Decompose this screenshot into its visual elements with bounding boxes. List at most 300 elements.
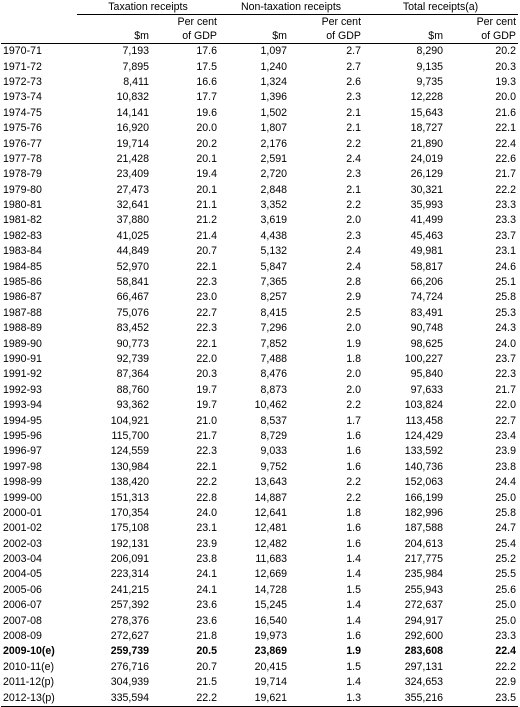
tax-dollars-cell: 192,131 <box>110 537 149 550</box>
nontax-gdp-cell: 1.4 <box>346 614 362 627</box>
tax-gdp-cell: 23.9 <box>196 537 217 550</box>
year-cell: 1981-82 <box>3 214 42 227</box>
tax-gdp-cell: 17.7 <box>196 91 217 104</box>
total-gdp-cell: 25.5 <box>495 568 517 581</box>
tax-gdp-cell: 20.5 <box>196 645 217 658</box>
total-gdp-cell: 23.3 <box>495 199 517 212</box>
total-dollars-cell: 140,736 <box>404 460 444 473</box>
tax-gdp-cell: 20.1 <box>196 183 217 196</box>
year-cell: 2007-08 <box>3 614 42 627</box>
nontax-gdp-cell: 1.7 <box>346 414 362 427</box>
nontax-dollars-cell: 9,752 <box>260 460 287 473</box>
total-dollars-cell: 324,653 <box>404 676 444 689</box>
nontax-per-cent-header: Per cent <box>321 16 362 28</box>
year-cell: 1991-92 <box>3 368 42 381</box>
nontax-gdp-cell: 2.8 <box>346 276 362 289</box>
table-row <box>1 44 518 60</box>
table-row <box>1 429 518 444</box>
nontax-gdp-cell: 2.1 <box>346 106 362 119</box>
tax-dollars-cell: 83,452 <box>116 322 149 335</box>
total-gdp-cell: 23.7 <box>495 229 517 242</box>
nontax-gdp-cell: 1.6 <box>346 429 362 442</box>
total-dollars-cell: 103,824 <box>404 399 444 412</box>
tax-gdp-cell: 22.1 <box>196 337 217 350</box>
tax-gdp-cell: 24.1 <box>196 583 217 596</box>
header-units-row <box>1 29 518 44</box>
year-cell: 1970-71 <box>3 45 42 58</box>
total-gdp-cell: 24.3 <box>495 322 517 335</box>
tax-dollars-cell: 75,076 <box>116 306 149 319</box>
tax-gdp-cell: 21.2 <box>196 214 217 227</box>
nontax-dollars-cell: 15,245 <box>254 599 287 612</box>
tax-gdp-cell: 21.4 <box>196 229 217 242</box>
table-row <box>1 629 518 644</box>
total-gdp-cell: 25.1 <box>495 276 517 289</box>
total-dollars-cell: 12,228 <box>410 91 444 104</box>
total-dollars-cell: 30,321 <box>410 183 444 196</box>
nontax-dollars-cell: 1,324 <box>260 75 287 88</box>
nontax-gdp-cell: 1.4 <box>346 553 362 566</box>
total-gdp-cell: 22.0 <box>495 399 517 412</box>
year-cell: 1975-76 <box>3 122 42 135</box>
total-gdp-cell: 25.0 <box>495 614 517 627</box>
total-dollars-cell: 9,135 <box>416 60 444 73</box>
total-dollars-cell: 9,735 <box>416 75 444 88</box>
tax-gdp-cell: 20.2 <box>196 137 217 150</box>
total-dollars-cell: 24,019 <box>410 152 444 165</box>
tax-dollars-cell: 170,354 <box>110 506 149 519</box>
nontax-gdp-cell: 2.1 <box>346 183 362 196</box>
total-gdp-cell: 22.1 <box>495 122 517 135</box>
nontax-dollars-cell: 14,887 <box>254 491 287 504</box>
year-cell: 1985-86 <box>3 276 42 289</box>
tax-dollars-cell: 130,984 <box>110 460 149 473</box>
tax-dollars-cell: 21,428 <box>116 152 149 165</box>
tax-gdp-cell: 22.1 <box>196 460 217 473</box>
year-cell: 1990-91 <box>3 353 42 365</box>
tax-gdp-cell: 23.8 <box>196 553 217 566</box>
year-cell: 1986-87 <box>3 291 42 304</box>
nontax-dollars-cell: 1,097 <box>260 45 287 58</box>
total-receipts-header: Total receipts(a) <box>363 0 518 15</box>
nontax-dollars-cell: 2,848 <box>260 183 287 196</box>
nontax-gdp-cell: 1.6 <box>346 445 362 458</box>
table-row <box>1 106 518 121</box>
total-dollars-cell: 124,429 <box>404 429 444 442</box>
nontax-dollars-cell: 11,683 <box>255 553 287 566</box>
year-cell: 2008-09 <box>3 630 42 643</box>
table-row <box>1 383 518 398</box>
year-cell: 1996-97 <box>3 445 42 458</box>
nontax-gdp-cell: 1.6 <box>346 630 362 643</box>
tax-gdp-cell: 23.6 <box>196 614 217 627</box>
total-dollars-cell: 355,216 <box>363 690 445 706</box>
tax-gdp-cell: 22.3 <box>196 276 217 289</box>
tax-dollars-cell: 23,409 <box>116 168 149 181</box>
nontax-dollars-cell: 16,540 <box>254 614 287 627</box>
year-cell: 1984-85 <box>3 260 42 273</box>
tax-gdp-cell: 22.2 <box>196 476 217 489</box>
year-cell: 1977-78 <box>3 152 42 165</box>
nontax-dollars-cell: 8,415 <box>260 306 287 319</box>
year-cell: 1979-80 <box>3 183 42 196</box>
total-gdp-cell: 21.6 <box>495 106 517 119</box>
table-row <box>1 490 518 505</box>
tax-dollars-cell: 92,739 <box>116 353 149 365</box>
table-row <box>1 552 518 567</box>
nontax-gdp-cell: 1.6 <box>346 537 362 550</box>
nontax-gdp-cell: 2.2 <box>346 199 362 212</box>
table-row <box>1 521 518 536</box>
total-dollars-cell: 74,724 <box>410 291 444 304</box>
table-row <box>1 59 518 74</box>
year-cell: 1978-79 <box>3 168 42 181</box>
tax-dollars-cell: 19,714 <box>116 137 149 150</box>
nontax-dollars-cell: 1,240 <box>260 60 287 73</box>
nontax-gdp-cell: 2.0 <box>346 322 362 335</box>
nontax-dollars-cell: 1,807 <box>260 122 287 135</box>
nontax-gdp-cell: 2.3 <box>346 229 362 242</box>
tax-dollars-cell: 41,025 <box>116 229 149 242</box>
nontax-dollars-cell: 8,873 <box>260 383 287 396</box>
total-dollars-cell: 18,727 <box>410 122 444 135</box>
taxation-receipts-header: Taxation receipts <box>77 0 219 15</box>
total-dollars-cell: 49,981 <box>410 245 444 258</box>
year-cell: 1994-95 <box>3 414 42 427</box>
nontax-dollars-cell: 7,296 <box>260 322 287 335</box>
tax-dollars-cell: 93,362 <box>116 399 149 412</box>
total-of-gdp-header: of GDP <box>445 29 518 44</box>
total-gdp-cell: 25.8 <box>495 291 517 304</box>
year-cell: 2012-13(p) <box>1 690 77 706</box>
total-dollars-cell: 58,817 <box>410 260 444 273</box>
total-gdp-cell: 22.6 <box>495 152 517 165</box>
nontax-dollars-cell: 12,481 <box>254 522 287 535</box>
tax-dollars-cell: 175,108 <box>110 522 149 535</box>
table-row <box>1 259 518 274</box>
nontax-gdp-cell: 2.4 <box>346 152 362 165</box>
tax-gdp-cell: 19.6 <box>196 106 217 119</box>
total-dollars-cell: 15,643 <box>410 106 444 119</box>
header-group-row <box>1 0 518 15</box>
tax-dollars-cell: 10,832 <box>116 91 149 104</box>
table-row <box>1 367 518 382</box>
tax-gdp-cell: 16.6 <box>196 75 217 88</box>
total-gdp-cell: 20.3 <box>495 60 517 73</box>
nontax-dollars-cell: 19,973 <box>254 630 287 643</box>
nontax-gdp-cell: 2.6 <box>346 75 362 88</box>
tax-gdp-cell: 21.7 <box>196 429 217 442</box>
table-row <box>1 75 518 90</box>
year-cell: 2000-01 <box>3 506 42 519</box>
nontax-dollars-cell: 12,641 <box>254 506 287 519</box>
tax-gdp-cell: 23.1 <box>196 522 217 535</box>
year-cell: 2004-05 <box>3 568 42 581</box>
nontax-gdp-cell: 2.1 <box>346 122 362 135</box>
total-dollars-cell: 66,206 <box>410 276 444 289</box>
tax-dollars-cell: 88,760 <box>116 383 149 396</box>
year-cell: 1992-93 <box>3 383 42 396</box>
total-dollars-cell: 45,463 <box>410 229 444 242</box>
nontax-gdp-cell: 2.0 <box>346 368 362 381</box>
nontax-dollars-cell: 5,132 <box>260 245 287 258</box>
tax-gdp-cell: 22.0 <box>196 353 217 365</box>
year-cell: 1972-73 <box>3 75 42 88</box>
total-gdp-cell: 22.2 <box>495 660 517 673</box>
total-gdp-cell: 24.4 <box>495 476 517 489</box>
total-dollars-cell: 21,890 <box>410 137 444 150</box>
total-gdp-cell: 20.0 <box>495 91 517 104</box>
total-dollars-cell: 283,608 <box>404 645 444 658</box>
tax-gdp-cell: 23.6 <box>196 599 217 612</box>
nontax-dollars-cell: 7,852 <box>260 337 287 350</box>
year-cell: 1989-90 <box>3 337 42 350</box>
year-cell: 1974-75 <box>3 106 42 119</box>
nontax-gdp-cell: 2.2 <box>346 137 362 150</box>
total-dollars-cell: 98,625 <box>410 337 444 350</box>
year-cell: 2003-04 <box>3 553 42 566</box>
nontax-dollars-cell: 7,488 <box>260 353 287 365</box>
year-cell: 2005-06 <box>3 583 42 596</box>
year-cell: 1982-83 <box>3 229 42 242</box>
total-gdp-cell: 23.9 <box>495 445 517 458</box>
table-row <box>1 475 518 490</box>
year-cell: 2006-07 <box>3 599 42 612</box>
tax-dollars-cell: 87,364 <box>116 368 149 381</box>
table-row <box>1 598 518 613</box>
total-gdp-cell: 23.3 <box>495 214 517 227</box>
year-cell: 1983-84 <box>3 245 42 258</box>
tax-dollars-cell: 90,773 <box>116 337 149 350</box>
tax-dollars-cell: 66,467 <box>116 291 149 304</box>
nontax-gdp-cell: 1.5 <box>346 583 362 596</box>
year-cell: 1980-81 <box>3 199 42 212</box>
tax-dollars-cell: 115,700 <box>111 429 149 442</box>
nontax-dollars-cell: 4,438 <box>260 229 287 242</box>
year-cell: 2009-10(e) <box>3 645 55 658</box>
table-row <box>1 136 518 151</box>
total-dollars-cell: 292,600 <box>404 630 444 643</box>
table-row <box>1 644 518 659</box>
tax-dollars-cell: 32,641 <box>116 199 149 212</box>
nontax-gdp-cell: 1.6 <box>346 522 362 535</box>
total-dollars-cell: 8,290 <box>416 45 444 58</box>
total-dollars-cell: 83,491 <box>410 306 444 319</box>
tax-dollars-cell: 151,313 <box>110 491 149 504</box>
total-gdp-cell: 22.3 <box>495 368 517 381</box>
nontax-dollars-cell: 12,669 <box>254 568 287 581</box>
total-dollars-cell: 152,063 <box>404 476 444 489</box>
tax-dollars-cell: 16,920 <box>116 122 149 135</box>
tax-dollars-cell: 8,411 <box>123 75 149 88</box>
tax-gdp-cell: 20.0 <box>196 122 217 135</box>
table-row <box>1 398 518 413</box>
total-dollars-cell: 90,748 <box>410 322 444 335</box>
total-gdp-cell: 22.9 <box>495 676 517 689</box>
table-row <box>1 613 518 628</box>
total-gdp-cell: 21.7 <box>495 168 517 181</box>
total-dollars-cell: 187,588 <box>404 522 444 535</box>
total-gdp-cell: 22.4 <box>495 137 517 150</box>
year-cell: 1998-99 <box>3 476 42 489</box>
table-row <box>1 167 518 182</box>
tax-dollars-cell: 304,939 <box>110 676 149 689</box>
nontax-gdp-cell: 2.5 <box>346 306 362 319</box>
tax-gdp-cell: 22.3 <box>196 322 217 335</box>
nontax-dollars-cell: 8,476 <box>260 368 287 381</box>
nontax-dollars-cell: 19,621 <box>219 690 289 706</box>
tax-gdp-cell: 22.8 <box>196 491 217 504</box>
year-cell: 1995-96 <box>3 429 42 442</box>
year-cell: 1999-00 <box>3 491 42 504</box>
table-row <box>1 352 518 367</box>
nontax-of-gdp-header: of GDP <box>289 29 363 44</box>
table-row <box>1 306 518 321</box>
tax-gdp-cell: 23.0 <box>196 291 217 304</box>
total-dollars-cell: 217,775 <box>404 553 444 566</box>
nontax-dollars-cell: 3,352 <box>260 199 287 212</box>
nontax-dollars-cell: 13,643 <box>254 476 287 489</box>
table-row <box>1 213 518 228</box>
total-gdp-cell: 22.2 <box>495 183 517 196</box>
table-row <box>1 444 518 459</box>
total-dollars-cell: 255,943 <box>404 583 444 596</box>
tax-gdp-cell: 19.4 <box>196 168 217 181</box>
table-row <box>1 198 518 213</box>
total-dollars-cell: 100,227 <box>404 353 444 365</box>
nontax-dollars-cell: 1,502 <box>260 106 287 119</box>
nontax-gdp-cell: 2.2 <box>346 491 362 504</box>
nontax-gdp-cell: 1.8 <box>346 506 362 519</box>
total-gdp-cell: 23.3 <box>495 630 517 643</box>
tax-gdp-cell: 17.5 <box>196 60 217 73</box>
nontax-dollars-cell: 7,365 <box>260 276 287 289</box>
total-dollars-cell: 133,592 <box>404 445 444 458</box>
nontax-gdp-cell: 1.3 <box>289 690 363 706</box>
total-dollars-header: $m <box>363 29 445 44</box>
total-dollars-cell: 297,131 <box>404 660 444 673</box>
nontax-gdp-cell: 2.2 <box>346 399 362 412</box>
total-dollars-cell: 166,199 <box>404 491 444 504</box>
tax-gdp-cell: 22.2 <box>151 690 219 706</box>
tax-dollars-header: $m <box>77 29 151 44</box>
total-gdp-cell: 23.5 <box>445 690 518 706</box>
header-blank <box>1 0 77 15</box>
tax-gdp-cell: 20.3 <box>196 368 217 381</box>
nontax-gdp-cell: 2.0 <box>346 214 362 227</box>
total-gdp-cell: 25.8 <box>495 506 517 519</box>
table-row <box>1 90 518 105</box>
nontax-dollars-cell: 23,869 <box>254 645 287 658</box>
total-dollars-cell: 35,993 <box>410 199 444 212</box>
tax-gdp-cell: 24.0 <box>196 506 217 519</box>
nontax-dollars-cell: 12,482 <box>254 537 287 550</box>
nontax-dollars-cell: 10,462 <box>254 399 287 412</box>
nontax-gdp-cell: 1.5 <box>346 660 362 673</box>
tax-of-gdp-header: of GDP <box>151 29 219 44</box>
tax-dollars-cell: 58,841 <box>116 276 149 289</box>
tax-dollars-cell: 124,559 <box>110 445 149 458</box>
nontax-gdp-cell: 2.4 <box>346 245 362 258</box>
nontax-dollars-cell: 14,728 <box>254 583 287 596</box>
nontax-dollars-cell: 8,537 <box>260 414 287 427</box>
tax-dollars-cell: 104,921 <box>110 414 149 427</box>
total-gdp-cell: 21.7 <box>495 383 517 396</box>
tax-dollars-cell: 14,141 <box>116 106 149 119</box>
tax-dollars-cell: 278,376 <box>110 614 149 627</box>
total-gdp-cell: 23.1 <box>495 245 517 258</box>
tax-dollars-cell: 138,420 <box>110 476 149 489</box>
year-cell: 2010-11(e) <box>3 660 55 673</box>
total-gdp-cell: 24.7 <box>495 522 517 535</box>
table-row <box>1 506 518 521</box>
nontax-gdp-cell: 2.4 <box>346 260 362 273</box>
total-gdp-cell: 22.7 <box>495 414 517 427</box>
tax-per-cent-header: Per cent <box>177 16 217 28</box>
total-gdp-cell: 25.3 <box>495 306 517 319</box>
non-taxation-receipts-header: Non-taxation receipts <box>219 0 363 15</box>
nontax-dollars-cell: 2,176 <box>260 137 287 150</box>
year-cell: 2002-03 <box>3 537 42 550</box>
total-gdp-cell: 25.0 <box>495 599 517 612</box>
year-cell: 2001-02 <box>3 522 42 535</box>
tax-gdp-cell: 20.7 <box>196 660 217 673</box>
header-percent-row <box>1 15 518 30</box>
table-row <box>1 460 518 475</box>
total-gdp-cell: 19.3 <box>495 75 517 88</box>
nontax-gdp-cell: 2.7 <box>346 60 362 73</box>
table-row <box>1 290 518 305</box>
tax-dollars-cell: 276,716 <box>110 660 149 673</box>
table-row <box>1 690 518 706</box>
year-cell: 1971-72 <box>3 60 42 73</box>
receipts-table <box>1 0 518 707</box>
tax-gdp-cell: 22.1 <box>196 260 217 273</box>
year-cell: 1987-88 <box>3 306 42 319</box>
total-dollars-cell: 41,499 <box>410 214 444 227</box>
nontax-dollars-cell: 8,257 <box>260 291 287 304</box>
total-dollars-cell: 235,984 <box>404 568 444 581</box>
table-row <box>1 567 518 582</box>
tax-dollars-cell: 52,970 <box>116 260 149 273</box>
nontax-dollars-cell: 3,619 <box>260 214 287 227</box>
table-row <box>1 275 518 290</box>
tax-dollars-cell: 272,627 <box>110 630 149 643</box>
table-row <box>1 229 518 244</box>
nontax-dollars-cell: 2,720 <box>260 168 287 181</box>
total-dollars-cell: 26,129 <box>410 168 444 181</box>
table-row <box>1 413 518 428</box>
total-gdp-cell: 23.4 <box>495 429 517 442</box>
total-gdp-cell: 23.8 <box>495 460 517 473</box>
tax-gdp-cell: 19.7 <box>196 383 217 396</box>
tax-dollars-cell: 7,895 <box>122 60 149 73</box>
table-row <box>1 583 518 598</box>
tax-gdp-cell: 20.1 <box>196 152 217 165</box>
nontax-gdp-cell: 2.0 <box>346 383 362 396</box>
total-dollars-cell: 204,613 <box>404 537 444 550</box>
year-cell: 1993-94 <box>3 399 42 412</box>
table-row <box>1 660 518 675</box>
total-gdp-cell: 22.4 <box>495 645 517 658</box>
total-dollars-cell: 182,996 <box>404 506 444 519</box>
nontax-gdp-cell: 2.3 <box>346 168 362 181</box>
year-cell: 1976-77 <box>3 137 42 150</box>
table-row <box>1 321 518 336</box>
nontax-gdp-cell: 2.7 <box>346 45 362 58</box>
tax-gdp-cell: 17.6 <box>196 45 217 58</box>
total-dollars-cell: 95,840 <box>410 368 444 381</box>
